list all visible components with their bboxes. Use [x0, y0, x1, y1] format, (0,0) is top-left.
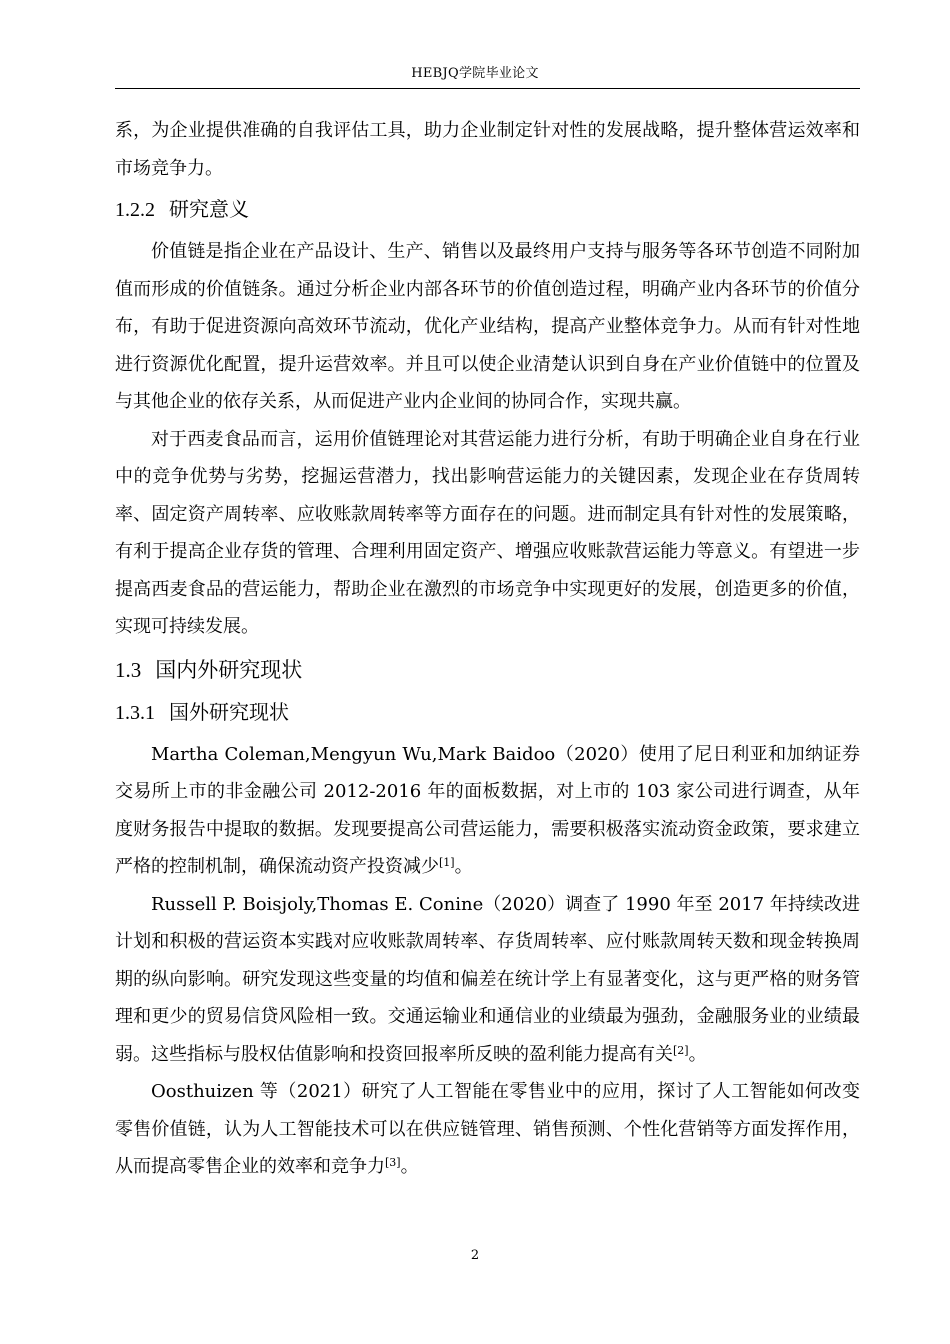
section-heading-1-2-2	[115, 191, 860, 229]
citation-ref: [1]	[439, 856, 455, 869]
section-number: 1.3	[115, 657, 142, 682]
section-heading-1-3-1	[115, 694, 860, 732]
paragraph-continuation: 系，为企业提供准确的自我评估工具，助力企业制定针对性的发展战略，提升整体营运效率和市场竞争力。	[115, 120, 860, 179]
paragraph-text: Oosthuizen 等（2021）研究了人工智能在零售业中的应用，探讨了人工智能如何改变零售价值链，认为人工智能技术可以在供应链管理、销售预测、个性化营销等方面发挥作用，从而提高零售企业的效率和竞争力	[115, 1081, 860, 1177]
section-title: 国内外研究现状	[155, 657, 303, 682]
section-number: 1.3.1	[115, 701, 155, 724]
paragraph-end: 。	[688, 1043, 707, 1065]
header-divider	[115, 88, 860, 89]
section-number: 1.2.2	[115, 199, 155, 221]
paragraph-end: 。	[400, 1156, 419, 1177]
paragraph-ximai: 对于西麦食品而言，运用价值链理论对其营运能力进行分析，有助于明确企业自身在行业中的竞争优势与劣势，挖掘运营潜力，找出影响营运能力的关键因素，发现企业在存货周转率、固定资产周转率、应收账款周转率等方面存在的问题。进而制定具有针对性的发展策略，有利于提高企业存货的管理、合理利用固定资产、增强应收账款营运能力等意义。有望进一步提高西麦食品的营运能力，帮助企业在激烈的市场竞争中实现更好的发展，创造更多的价值，实现可持续发展。	[115, 428, 860, 637]
paragraph-coleman	[115, 736, 860, 886]
paragraph-oosthuizen	[115, 1073, 860, 1186]
citation-ref: [2]	[673, 1043, 689, 1057]
page-number: 2	[470, 1248, 480, 1263]
paragraph-text: Russell P. Boisjoly,Thomas E. Conine（2020）调查了 1990 年至 2017 年持续改进计划和积极的营运资本实践对应收账款周转率、存货周转率、应付账款周转天数和现金转换周期的纵向影响。研究发现这些变量的均值和偏差在统计学上有显著变化，这与更严格的财务管理和更少的贸易信贷风险相一致。交通运输业和通信业的业绩最为强劲，金融服务业的业绩最弱。这些指标与股权估值影响和投资回报率所反映的盈利能力提高有关	[115, 893, 860, 1065]
citation-ref: [3]	[385, 1156, 401, 1169]
page-header: HEBJQ学院毕业论文	[411, 66, 539, 81]
paragraph-text: Martha Coleman,Mengyun Wu,Mark Baidoo（2020）使用了尼日利亚和加纳证券交易所上市的非金融公司 2012-2016 年的面板数据，对上市的 103 家公司进行调查，从年度财务报告中提取的数据。发现要提高公司营运能力，需要积极落实流动资金政策，要求建立严格的控制机制，确保流动资产投资减少	[115, 743, 860, 877]
paragraph-end: 。	[454, 856, 473, 877]
section-title: 研究意义	[169, 197, 249, 221]
section-heading-1-3	[115, 650, 860, 690]
section-title: 国外研究现状	[169, 699, 289, 724]
paragraph-boisjoly	[115, 886, 860, 1074]
page-body	[115, 112, 860, 1186]
paragraph-value-chain: 价值链是指企业在产品设计、生产、销售以及最终用户支持与服务等各环节创造不同附加值而形成的价值链条。通过分析企业内部各环节的价值创造过程，明确产业内各环节的价值分布，有助于促进资源向高效环节流动，优化产业结构，提高产业整体竞争力。从而有针对性地进行资源优化配置，提升运营效率。并且可以使企业清楚认识到自身在产业价值链中的位置及与其他企业的依存关系，从而促进产业内企业间的协同合作，实现共赢。	[115, 241, 860, 412]
